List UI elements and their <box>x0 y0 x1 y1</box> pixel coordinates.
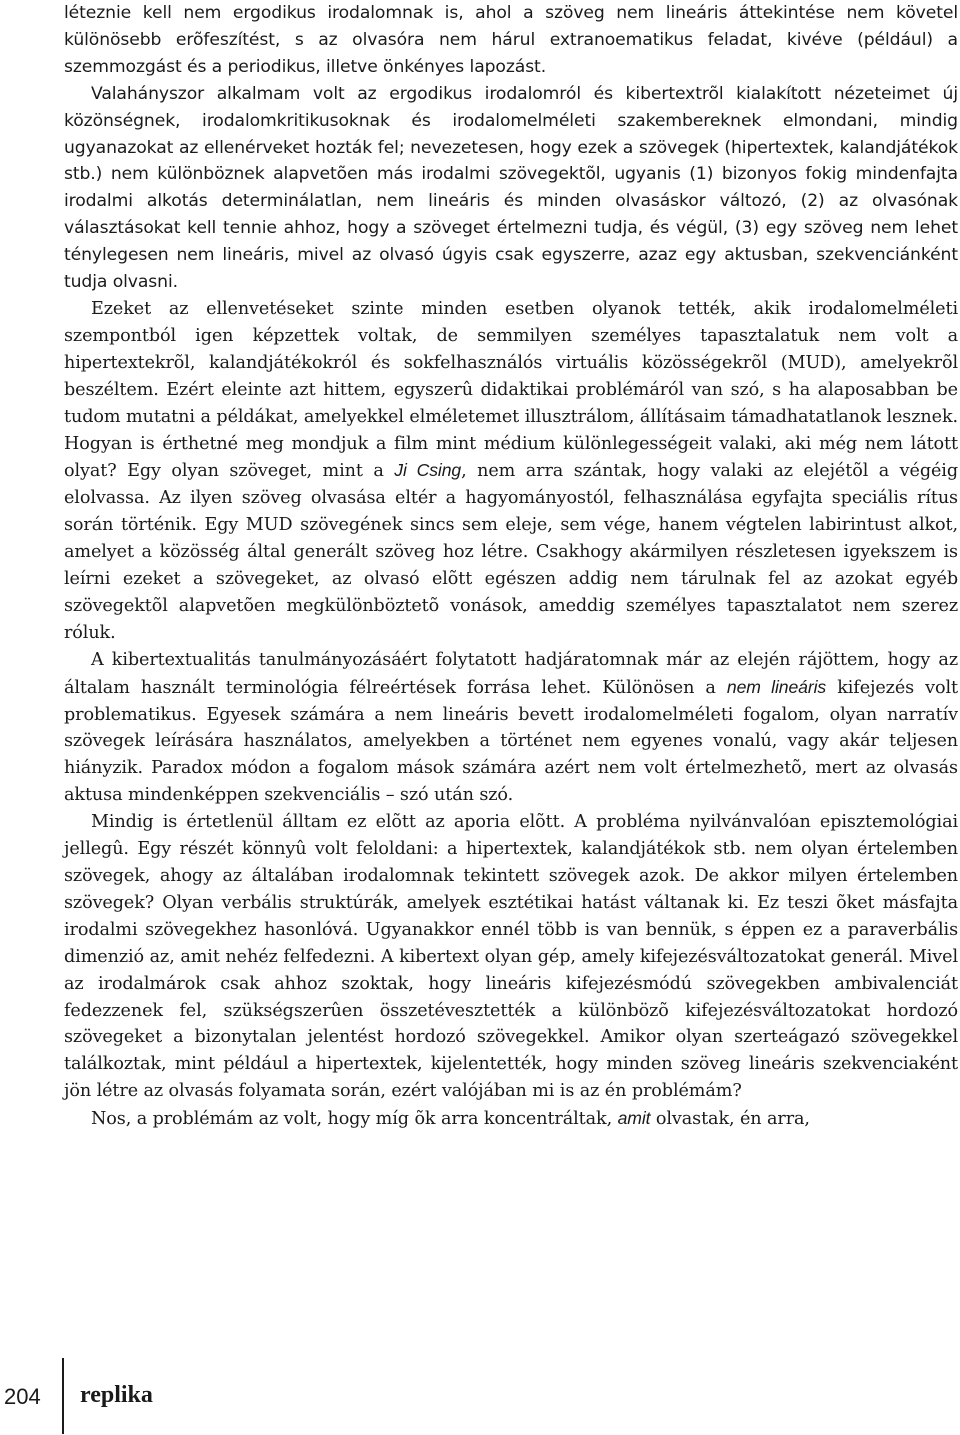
paragraph-text: , nem arra szántak, hogy valaki az elejétõl a végéig elolvassa. Az ilyen szöveg olvasása eltér a hagyományostól, felhasználása egyfajta speciális rítus során történik. Egy MUD szövegének sincs sem eleje, sem vége, hanem végtelen labirintust alkot, amelyet a közösség által generált szöveg hoz létre. Csakhogy akármilyen részletesen igyekszem is leírni ezeket a szövegeket, az olvasó elõtt egészen addig nem tárulnak fel az azokat egyéb szövegektõl alapvetõen megkülönböztetõ vonások, ameddig személyes tapasztalatot nem szerez róluk. <box>64 461 958 643</box>
paragraph <box>64 81 958 296</box>
page-number: 204 <box>4 1384 41 1409</box>
paragraph-text: Valahányszor alkalmam volt az ergodikus irodalomról és kibertextrõl kialakított nézeteimet új közönségnek, irodalomkritikusoknak és irodalomelméleti szakembereknek elmondani, mindig ugyanazokat az ellenérveket hozták fel; nevezetesen, hogy ezek a szövegek (hipertextek, kalandjátékok stb.) nem különböznek alapvetõen más irodalmi szövegektõl, ugyanis (1) bizonyos fokig mindenfajta irodalmi alkotás determinálatlan, nem lineáris és minden olvasáskor változó, (2) az olvasónak választásokat kell tennie ahhoz, hogy a szöveget értelmezni tudja, és végül, (3) egy szöveg nem lehet ténylegesen nem lineáris, mivel az olvasó úgyis csak egyszerre, azaz egy aktusban, szekvenciánként tudja olvasni. <box>64 83 958 293</box>
paragraph-text: A kibertextualitás tanulmányozásáért folytatott hadjáratomnak már az elején rájöttem, hogy az általam használt terminológia félreértések forrása lehet. Különösen a <box>64 649 958 698</box>
paragraph <box>64 647 958 809</box>
footer-divider <box>62 1358 64 1434</box>
paragraph <box>64 296 958 647</box>
article-body <box>64 0 958 1133</box>
paragraph-text: olvastak, én arra, <box>650 1109 810 1130</box>
paragraph <box>64 1105 958 1133</box>
paragraph-text: léteznie kell nem ergodikus irodalomnak is, ahol a szöveg nem lineáris áttekintése nem követel különösebb erõfeszítést, s az olvasóra nem hárul extranoematikus feladat, kivéve (például) a szemmozgást és a periodikus, illetve önkényes lapozást. <box>64 3 958 77</box>
paragraph-text: Ezeket az ellenvetéseket szinte minden esetben olyanok tették, akik irodalomelméleti szempontból igen képzettek voltak, de semmilyen személyes tapasztalatuk nem volt a hipertextekrõl, kalandjátékokról és sokfelhasználós virtuális közösségekrõl (MUD), amelyekrõl beszéltem. Ezért eleinte azt hittem, egyszerû didaktikai problémáról van szó, s ha alaposabban be tudom mutatni a példákat, amelyekkel elméletemet illusztrálom, állításaim támadhatatlanok lesznek. Hogyan is érthetné meg mondjuk a film mint médium különlegességeit valaki, aki még nem látott olyat? Egy olyan szöveget, mint a <box>64 298 958 482</box>
page-footer <box>0 1352 300 1435</box>
paragraph-text: Nos, a problémám az volt, hogy míg õk arra koncentráltak, <box>91 1109 618 1130</box>
book-title-italic: Ji Csing <box>394 460 462 481</box>
journal-name: replika <box>80 1382 153 1408</box>
paragraph-text: kifejezés volt problematikus. Egyesek számára a nem lineáris bevett irodalomelméleti fogalom, olyan narratív szövegek leírására használatos, amelyekben a történet nem egyenes vonalú, vagy akár teljesen hiányzik. Paradox módon a fogalom mások számára azért nem volt értelmezhetõ, mert az olvasás aktusa mindenképpen szekvenciális – szó után szó. <box>64 677 958 806</box>
term-italic: amit <box>617 1108 651 1129</box>
paragraph <box>64 809 958 1105</box>
term-italic: nem lineáris <box>726 676 827 697</box>
paragraph-continued <box>64 0 958 81</box>
paragraph-text: Mindig is értetlenül álltam ez elõtt az aporia elõtt. A probléma nyilvánvalóan episztemológiai jellegû. Egy részét könnyû volt feloldani: a hipertextek, kalandjátékok stb. nem olyan értelemben szövegek, ahogy az általában irodalomnak tekintett szövegek azok. De akkor milyen értelemben szövegek? Olyan verbális struktúrák, amelyek esztétikai hatást váltanak ki. Ez teszi õket másfajta irodalmi szövegekhez hasonlóvá. Ugyanakkor ennél több is van bennük, s éppen ez a paraverbális dimenzió az, amit nehéz felfedezni. A kibertext olyan gép, amely kifejezésváltozatokat generál. Mivel az irodalmárok csak ahhoz szoktak, hogy lineáris kifejezésmódú szövegekben ambivalenciát fedezzenek fel, szükségszerûen összetévesztették a különbözõ kifejezésváltozatokat hordozó szövegeket a bizonytalan jelentést hordozó szövegekkel. Amikor olyan szerteágazó szövegekkel találkoztak, mint például a hipertextek, kijelentették, hogy minden szöveg lineáris szekvenciaként jön létre az olvasás folyamata során, ezért valójában mi is az én problémám? <box>64 812 958 1102</box>
